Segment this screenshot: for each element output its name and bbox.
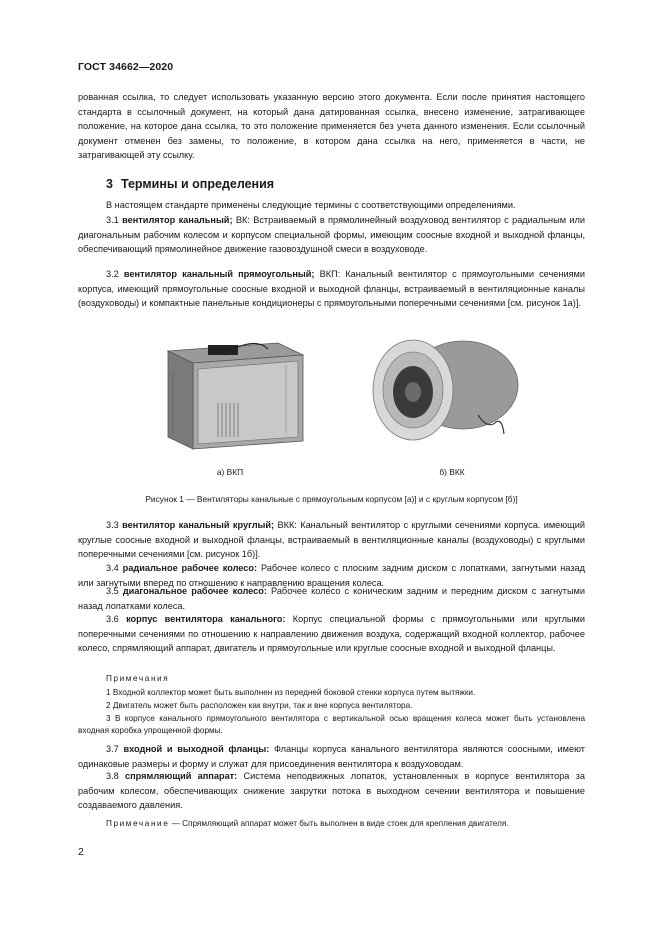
- term-number: 3.7: [106, 744, 119, 754]
- section-heading: [78, 177, 274, 191]
- term-3-2: [78, 267, 585, 311]
- term-number: 3.5: [106, 586, 119, 596]
- term-3-6: [78, 612, 585, 656]
- section-lead: В настоящем стандарте применены следующие термины с соответствующими определениями.: [106, 200, 516, 210]
- term-definition: Фланцы корпуса канального вентилятора являются соосными, имеют одинаковые размеры и форму и служат для присоединения вентилятора к воздуховодам.: [78, 744, 585, 769]
- figure-caption: Рисунок 1 — Вентиляторы канальные с прямоугольным корпусом [а)] и с круглым корпусом [б)]: [145, 494, 518, 504]
- term-definition: Рабочее колесо с коническим задним и передним диском с загнутыми назад лопатками колеса.: [78, 586, 586, 611]
- term-number: 3.6: [106, 614, 119, 624]
- term-number: 3.3: [106, 520, 119, 530]
- final-note-label: Примечание: [106, 819, 170, 828]
- document-header: ГОСТ 34662—2020: [78, 61, 174, 73]
- page-number: 2: [78, 846, 84, 858]
- final-note-text: — Спрямляющий аппарат может быть выполнен в виде стоек для крепления двигателя.: [169, 819, 509, 828]
- term-name: радиальное рабочее колесо:: [122, 563, 258, 573]
- note-item: 3 В корпусе канального прямоугольного вентилятора с вертикальной осью вращения колеса может быть установлена входная коробка упрощенной формы.: [78, 714, 585, 736]
- term-definition: ВКК: Канальный вентилятор с круглыми сечениями корпуса. имеющий круглые соосные входной и выходной фланцы, встраиваемый в вентиляционные каналы (воздуховоды) с круглыми поперечными сечениями [см. рисунок 1б)].: [78, 520, 586, 560]
- note-item: 1 Входной коллектор может быть выполнен из передней боковой стенки корпуса путем вытяжки.: [106, 688, 476, 697]
- term-definition: Рабочее колесо с плоским задним диском с лопатками, загнутыми назад или загнутыми вперед по отношению к направлению вращения колеса.: [78, 563, 585, 588]
- term-name: корпус вентилятора канального:: [126, 614, 286, 624]
- term-definition: Система неподвижных лопаток, установленных в корпусе вентилятора за рабочим колесом, обеспечивающих снижение закрутки потока в выходном сечении вентилятора и повышение создаваемого давления.: [78, 771, 585, 811]
- notes-heading: Примечания: [106, 674, 170, 683]
- term-number: 3.2: [106, 269, 119, 279]
- term-3-5: [78, 584, 585, 613]
- term-name: вентилятор канальный круглый;: [122, 520, 275, 530]
- term-3-7: [78, 742, 585, 771]
- term-definition: ВК: Встраиваемый в прямолинейный воздуховод вентилятор с радиальным или диагональным рабочим колесом и корпусом специальной формы, имеющим соосные входной и выходной фланцы, обеспечивающий прямолинейное движение газовоздушной смеси в воздуховоде.: [78, 215, 585, 255]
- term-3-8: [78, 769, 585, 813]
- section-title: Термины и определения: [120, 177, 275, 191]
- figure-label-b: б) ВКК: [439, 467, 465, 477]
- term-name: спрямляющий аппарат:: [125, 771, 238, 781]
- figure-label-a: а) ВКП: [216, 467, 244, 477]
- term-number: 3.8: [106, 771, 119, 781]
- rectangular-duct-fan-illustration: [148, 333, 318, 453]
- term-3-1: [78, 213, 585, 257]
- section-number: 3: [106, 177, 113, 191]
- note-item: 2 Двигатель может быть расположен как внутри, так и вне корпуса вентилятора.: [106, 701, 413, 710]
- term-name: входной и выходной фланцы:: [123, 744, 270, 754]
- round-duct-fan-illustration: [368, 330, 528, 450]
- intro-paragraph: рованная ссылка, то следует использовать указанную версию этого документа. Если после принятия настоящего стандарта в ссылочный документ, на который дана датированная ссылка, внесено изменение, затрагивающее положение, на которое дана ссылка, то это положение применяется без учета данного изменения. Если ссылочный документ отменен без замены, то положение, в котором дана ссылка на него, применяется в части, не затрагивающей эту ссылку.: [78, 92, 585, 161]
- term-definition: ВКП: Канальный вентилятор с прямоугольными сечениями корпуса, имеющий прямоугольные соосные входной и выходной фланцы, встраиваемый в вентиляционные каналы (воздуховоды) и компактные панельные кондиционеры с прямоугольными поперечными сечениями [см. рисунок 1а)].: [78, 269, 585, 309]
- term-number: 3.4: [106, 563, 119, 573]
- term-name: вентилятор канальный прямоугольный;: [123, 269, 315, 279]
- term-3-3: [78, 518, 585, 562]
- term-definition: Корпус специальной формы с прямоугольными или круглыми поперечными сечениями по отношению к направлению движения воздуха, содержащий входной коллектор, рабочее колесо, спрямляющий аппарат, двигатель и прямоугольные или круглые соосные входной и выходной фланцы.: [78, 614, 585, 654]
- term-name: вентилятор канальный;: [122, 215, 233, 225]
- term-number: 3.1: [106, 215, 119, 225]
- final-note: [78, 818, 585, 830]
- term-name: диагональное рабочее колесо:: [122, 586, 267, 596]
